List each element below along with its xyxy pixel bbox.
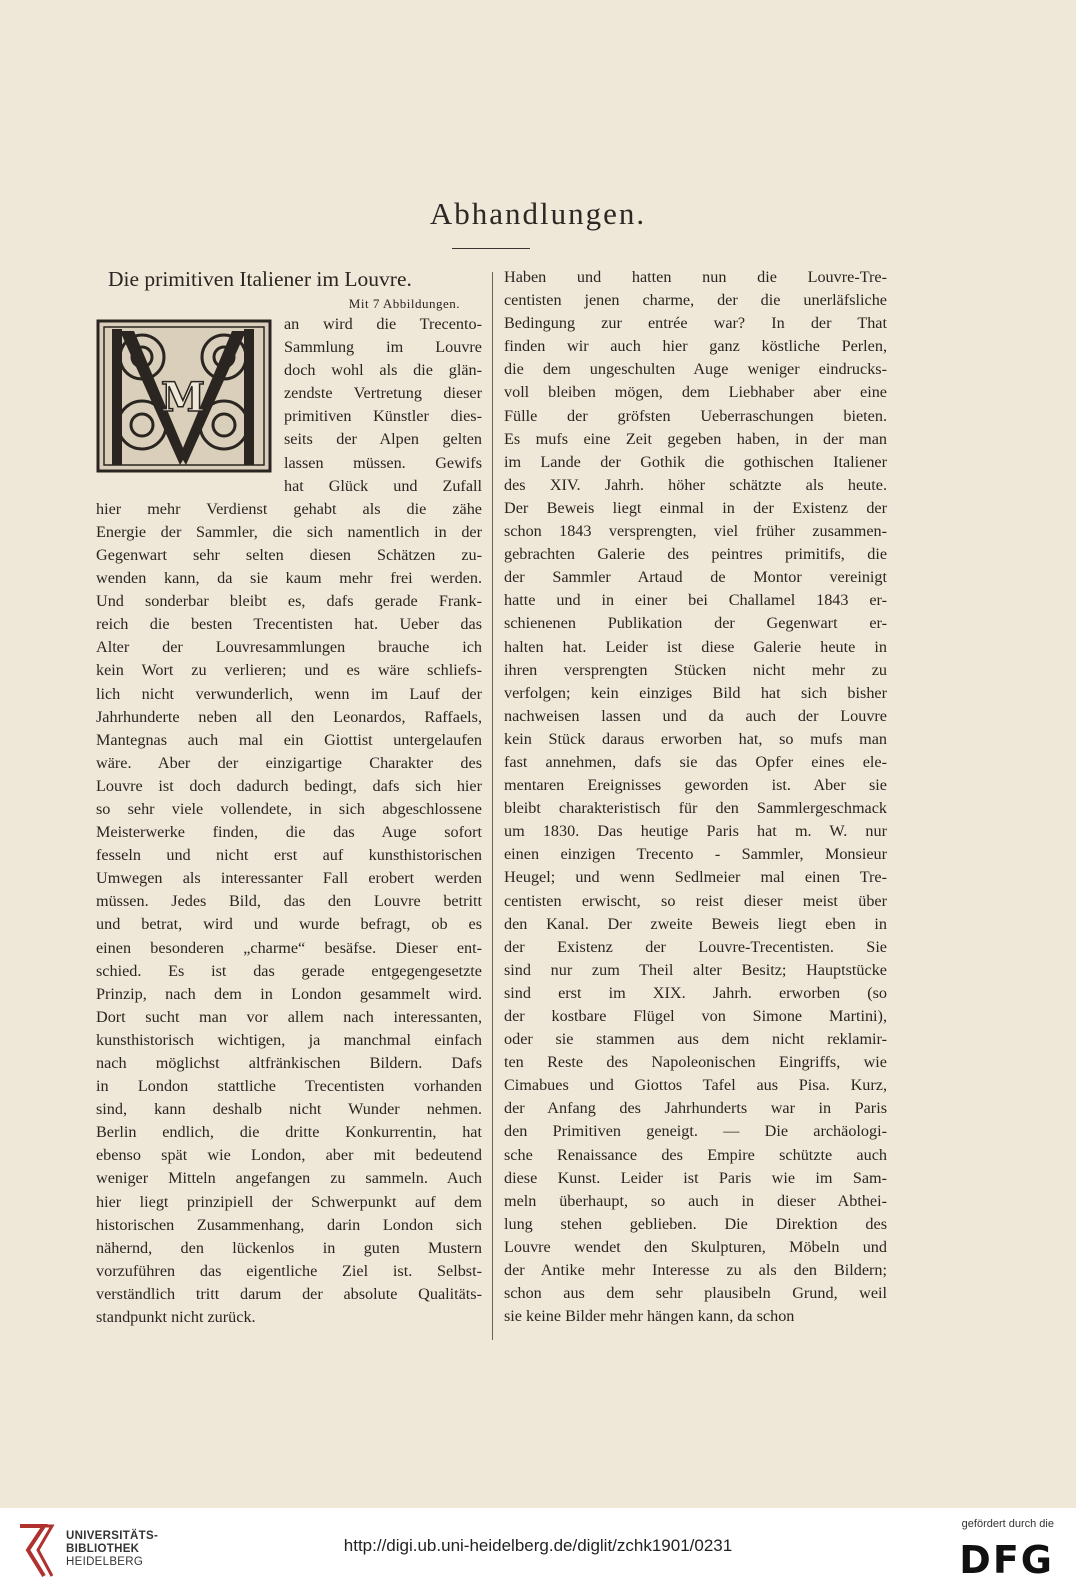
text-line: Dort sucht man vor allem nach interessanten, bbox=[96, 1007, 482, 1026]
text-line: fast annehmen, dafs sie das Opfer eines ele- bbox=[504, 752, 887, 771]
left-column bbox=[96, 266, 482, 1329]
text-line: schienenen Publikation der Gegenwart er- bbox=[504, 614, 887, 633]
library-line-1: UNIVERSITÄTS- bbox=[66, 1530, 159, 1542]
text-line: nachweisen lassen und da auch der Louvre bbox=[504, 706, 887, 725]
text-line: Mantegnas auch mal ein Giottist untergelaufen bbox=[96, 730, 482, 749]
text-line: der Antike mehr Interesse zu als den Bildern; bbox=[504, 1261, 887, 1280]
text-line: einen besonderen „charme“ besäfse. Dieser ent- bbox=[96, 938, 482, 957]
text-line: mentaren Ereignisses geworden ist. Aber sie bbox=[504, 776, 887, 795]
text-line: lung stehen geblieben. Die Direktion des bbox=[504, 1214, 887, 1233]
text-line: zendste Vertretung dieser bbox=[284, 384, 482, 403]
text-line: hatte und in einer bei Challamel 1843 er- bbox=[504, 591, 887, 610]
text-line: sind, kann deshalb nicht Wunder nehmen. bbox=[96, 1100, 482, 1119]
text-line: schied. Es ist das gerade entgegengesetzte bbox=[96, 961, 482, 980]
text-line: Sammlung im Louvre bbox=[284, 338, 482, 357]
text-line: sie keine Bilder mehr hängen kann, da schon bbox=[504, 1307, 795, 1326]
text-line: sind erst im XIX. Jahrh. erworben (so bbox=[504, 983, 887, 1002]
text-line: schon aus dem sehr plausibeln Grund, weil bbox=[504, 1284, 887, 1303]
text-line: der Existenz der Louvre-Trecentisten. Sie bbox=[504, 937, 887, 956]
text-line: kein Wort zu verlieren; und es wäre schliefs- bbox=[96, 661, 482, 680]
title-rule bbox=[452, 248, 530, 249]
text-line: Haben und hatten nun die Louvre-Tre- bbox=[504, 268, 887, 286]
text-line: finden wir auch hier ganz köstliche Perlen, bbox=[504, 337, 887, 356]
text-line: den Primitiven geneigt. — Die archäologi- bbox=[504, 1122, 887, 1141]
text-line: Louvre ist doch dadurch bedingt, dafs sich hier bbox=[96, 776, 482, 795]
text-line: ihren versprengten Stücken nicht mehr zu bbox=[504, 660, 887, 679]
text-line: Alter der Louvresammlungen brauche ich bbox=[96, 638, 482, 657]
digitization-footer bbox=[0, 1508, 1076, 1588]
text-line: voll bleiben mögen, dem Liebhaber aber eine bbox=[504, 383, 887, 402]
section-title: Abhandlungen. bbox=[429, 196, 647, 231]
funded-by-label: gefördert durch die bbox=[961, 1518, 1054, 1530]
article-title: Die primitiven Italiener im Louvre. bbox=[108, 267, 412, 291]
text-line: seits der Alpen gelten bbox=[284, 430, 482, 449]
ornamental-initial-m bbox=[90, 315, 276, 475]
text-line: lich nicht verwunderlich, wenn im Lauf der bbox=[96, 684, 482, 703]
text-line: centisten jenen charme, der die unerläfsliche bbox=[504, 291, 887, 310]
text-line: einen einzigen Trecento - Sammler, Monsieur bbox=[504, 845, 887, 864]
text-line: Umwegen als interessanter Fall erobert werden bbox=[96, 869, 482, 888]
text-line: ten Reste des Napoleonischen Eingriffs, wie bbox=[504, 1053, 887, 1072]
text-line: hat Glück und Zufall bbox=[284, 476, 482, 495]
text-line: weniger Mitteln angefangen zu sammeln. Auch bbox=[96, 1169, 482, 1188]
text-line: oder sie stammen aus dem nicht reklamir- bbox=[504, 1030, 887, 1049]
text-line: im Lande der Gothik die gothischen Italiener bbox=[504, 452, 887, 471]
text-line: so sehr viele vollendete, in sich abgeschlossene bbox=[96, 799, 482, 818]
text-line: vorzuführen das eigentliche Ziel ist. Selbst- bbox=[96, 1261, 482, 1280]
dfg-logo: DFG bbox=[959, 1538, 1054, 1582]
library-line-2: BIBLIOTHEK bbox=[66, 1543, 140, 1555]
text-line: schon 1843 versprengten, viel früher zusammen- bbox=[504, 522, 887, 541]
text-line: Berlin endlich, die dritte Konkurrentin, hat bbox=[96, 1123, 482, 1142]
text-line: verständlich tritt darum der absolute Qualitäts- bbox=[96, 1284, 482, 1303]
text-line: primitiven Künstler dies- bbox=[284, 407, 482, 426]
text-line: sche Renaissance des Empire schützte auch bbox=[504, 1145, 887, 1164]
text-line: den Kanal. Der zweite Beweis liegt eben in bbox=[504, 914, 887, 933]
text-line: Es mufs eine Zeit gegeben haben, in der man bbox=[504, 429, 887, 448]
text-line: nach möglichst altfränkischen Bildern. Dafs bbox=[96, 1054, 482, 1072]
text-line: Jahrhunderte neben all den Leonardos, Raffaels, bbox=[96, 707, 482, 726]
text-line: Fülle der gröfsten Ueberraschungen bieten. bbox=[504, 406, 887, 425]
text-line: ebenso spät wie London, aber mit bedeutend bbox=[96, 1146, 482, 1165]
text-line: kein Stück daraus erworben hat, so mufs man bbox=[504, 729, 887, 748]
text-line: fesseln und nicht erst auf kunsthistorischen bbox=[96, 846, 482, 865]
text-line: der Sammler Artaud de Montor vereinigt bbox=[504, 568, 887, 587]
text-line: der Anfang des Jahrhunderts war in Paris bbox=[504, 1099, 887, 1118]
text-line: centisten erwischt, so reist dieser meist über bbox=[504, 891, 887, 910]
text-line: hier liegt prinzipiell der Schwerpunkt auf dem bbox=[96, 1192, 482, 1211]
text-line: wäre. Aber der einzigartige Charakter des bbox=[96, 753, 482, 772]
library-line-3: HEIDELBERG bbox=[66, 1556, 144, 1568]
text-line: bleibt charakteristisch für den Sammlergeschmack bbox=[504, 799, 887, 818]
text-line: wenden kann, da sie kaum mehr frei werden. bbox=[96, 569, 482, 588]
text-line: müssen. Jedes Bild, das den Louvre betritt bbox=[96, 892, 482, 911]
text-line: kunsthistorisch wichtigen, ja manchmal einfach bbox=[96, 1030, 482, 1049]
text-line: Und sonderbar bleibt es, dafs gerade Frank- bbox=[96, 592, 482, 611]
text-line: Louvre wendet den Skulpturen, Möbeln und bbox=[504, 1237, 887, 1256]
text-line: historischen Zusammenhang, darin London sich bbox=[96, 1215, 482, 1234]
right-column bbox=[504, 266, 887, 1328]
text-line: lassen müssen. Gewifs bbox=[284, 453, 482, 472]
text-line: die dem ungeschulten Auge weniger eindrucks- bbox=[504, 360, 887, 379]
text-line: halten hat. Leider ist diese Galerie heute in bbox=[504, 637, 887, 656]
dropcap-letter: M bbox=[160, 374, 206, 421]
text-line: und betrat, wird und wurde befragt, ob es bbox=[96, 915, 482, 934]
text-line: reich die besten Trecentisten hat. Ueber das bbox=[96, 615, 482, 634]
text-line: verfolgen; kein einziges Bild hat sich bisher bbox=[504, 683, 887, 702]
text-line: Meisterwerke finden, die das Auge sofort bbox=[96, 823, 482, 842]
text-line: meln überhaupt, so auch in dieser Abthei- bbox=[504, 1191, 887, 1210]
figures-note: Mit 7 Abbildungen. bbox=[348, 296, 460, 311]
text-line: Energie der Sammler, die sich namentlich in der bbox=[96, 522, 482, 541]
text-line: sind nur zum Theil alter Besitz; Hauptstücke bbox=[504, 960, 887, 979]
text-line: Cimabues und Giottos Tafel aus Pisa. Kurz, bbox=[504, 1076, 887, 1095]
text-line: des XIV. Jahrh. höher schätzte als heute. bbox=[504, 475, 887, 494]
text-line: Bedingung zur entrée war? In der That bbox=[504, 314, 887, 333]
text-line: hier mehr Verdienst gehabt als die zähe bbox=[96, 499, 482, 518]
text-line: diese Kunst. Leider ist Paris wie im Sam- bbox=[504, 1168, 887, 1187]
column-divider bbox=[492, 272, 493, 1340]
permalink-url[interactable]: http://digi.ub.uni-heidelberg.de/diglit/zchk1901/0231 bbox=[343, 1536, 733, 1555]
text-line: der kostbare Flügel von Simone Martini), bbox=[504, 1007, 887, 1025]
text-line: Gegenwart sehr selten diesen Schätzen zu- bbox=[96, 545, 482, 564]
text-line: um 1830. Das heutige Paris hat m. W. nur bbox=[504, 822, 887, 841]
text-line: standpunkt nicht zurück. bbox=[96, 1308, 256, 1327]
text-line: Heugel; und wenn Sedlmeier mal einen Tre- bbox=[504, 868, 887, 887]
text-line: nähernd, den lückenlos in guten Mustern bbox=[96, 1238, 482, 1257]
text-line: Der Beweis liegt einmal in der Existenz der bbox=[504, 498, 887, 517]
text-line: Prinzip, nach dem in London gesammelt wird. bbox=[96, 984, 482, 1003]
right-column-text bbox=[504, 266, 887, 1328]
text-line: an wird die Trecento- bbox=[284, 315, 482, 333]
text-line: doch wohl als die glän- bbox=[284, 361, 482, 380]
text-line: in London stattliche Trecentisten vorhanden bbox=[96, 1077, 482, 1096]
text-line: gebrachten Galerie des peintres primitifs, die bbox=[504, 545, 887, 564]
